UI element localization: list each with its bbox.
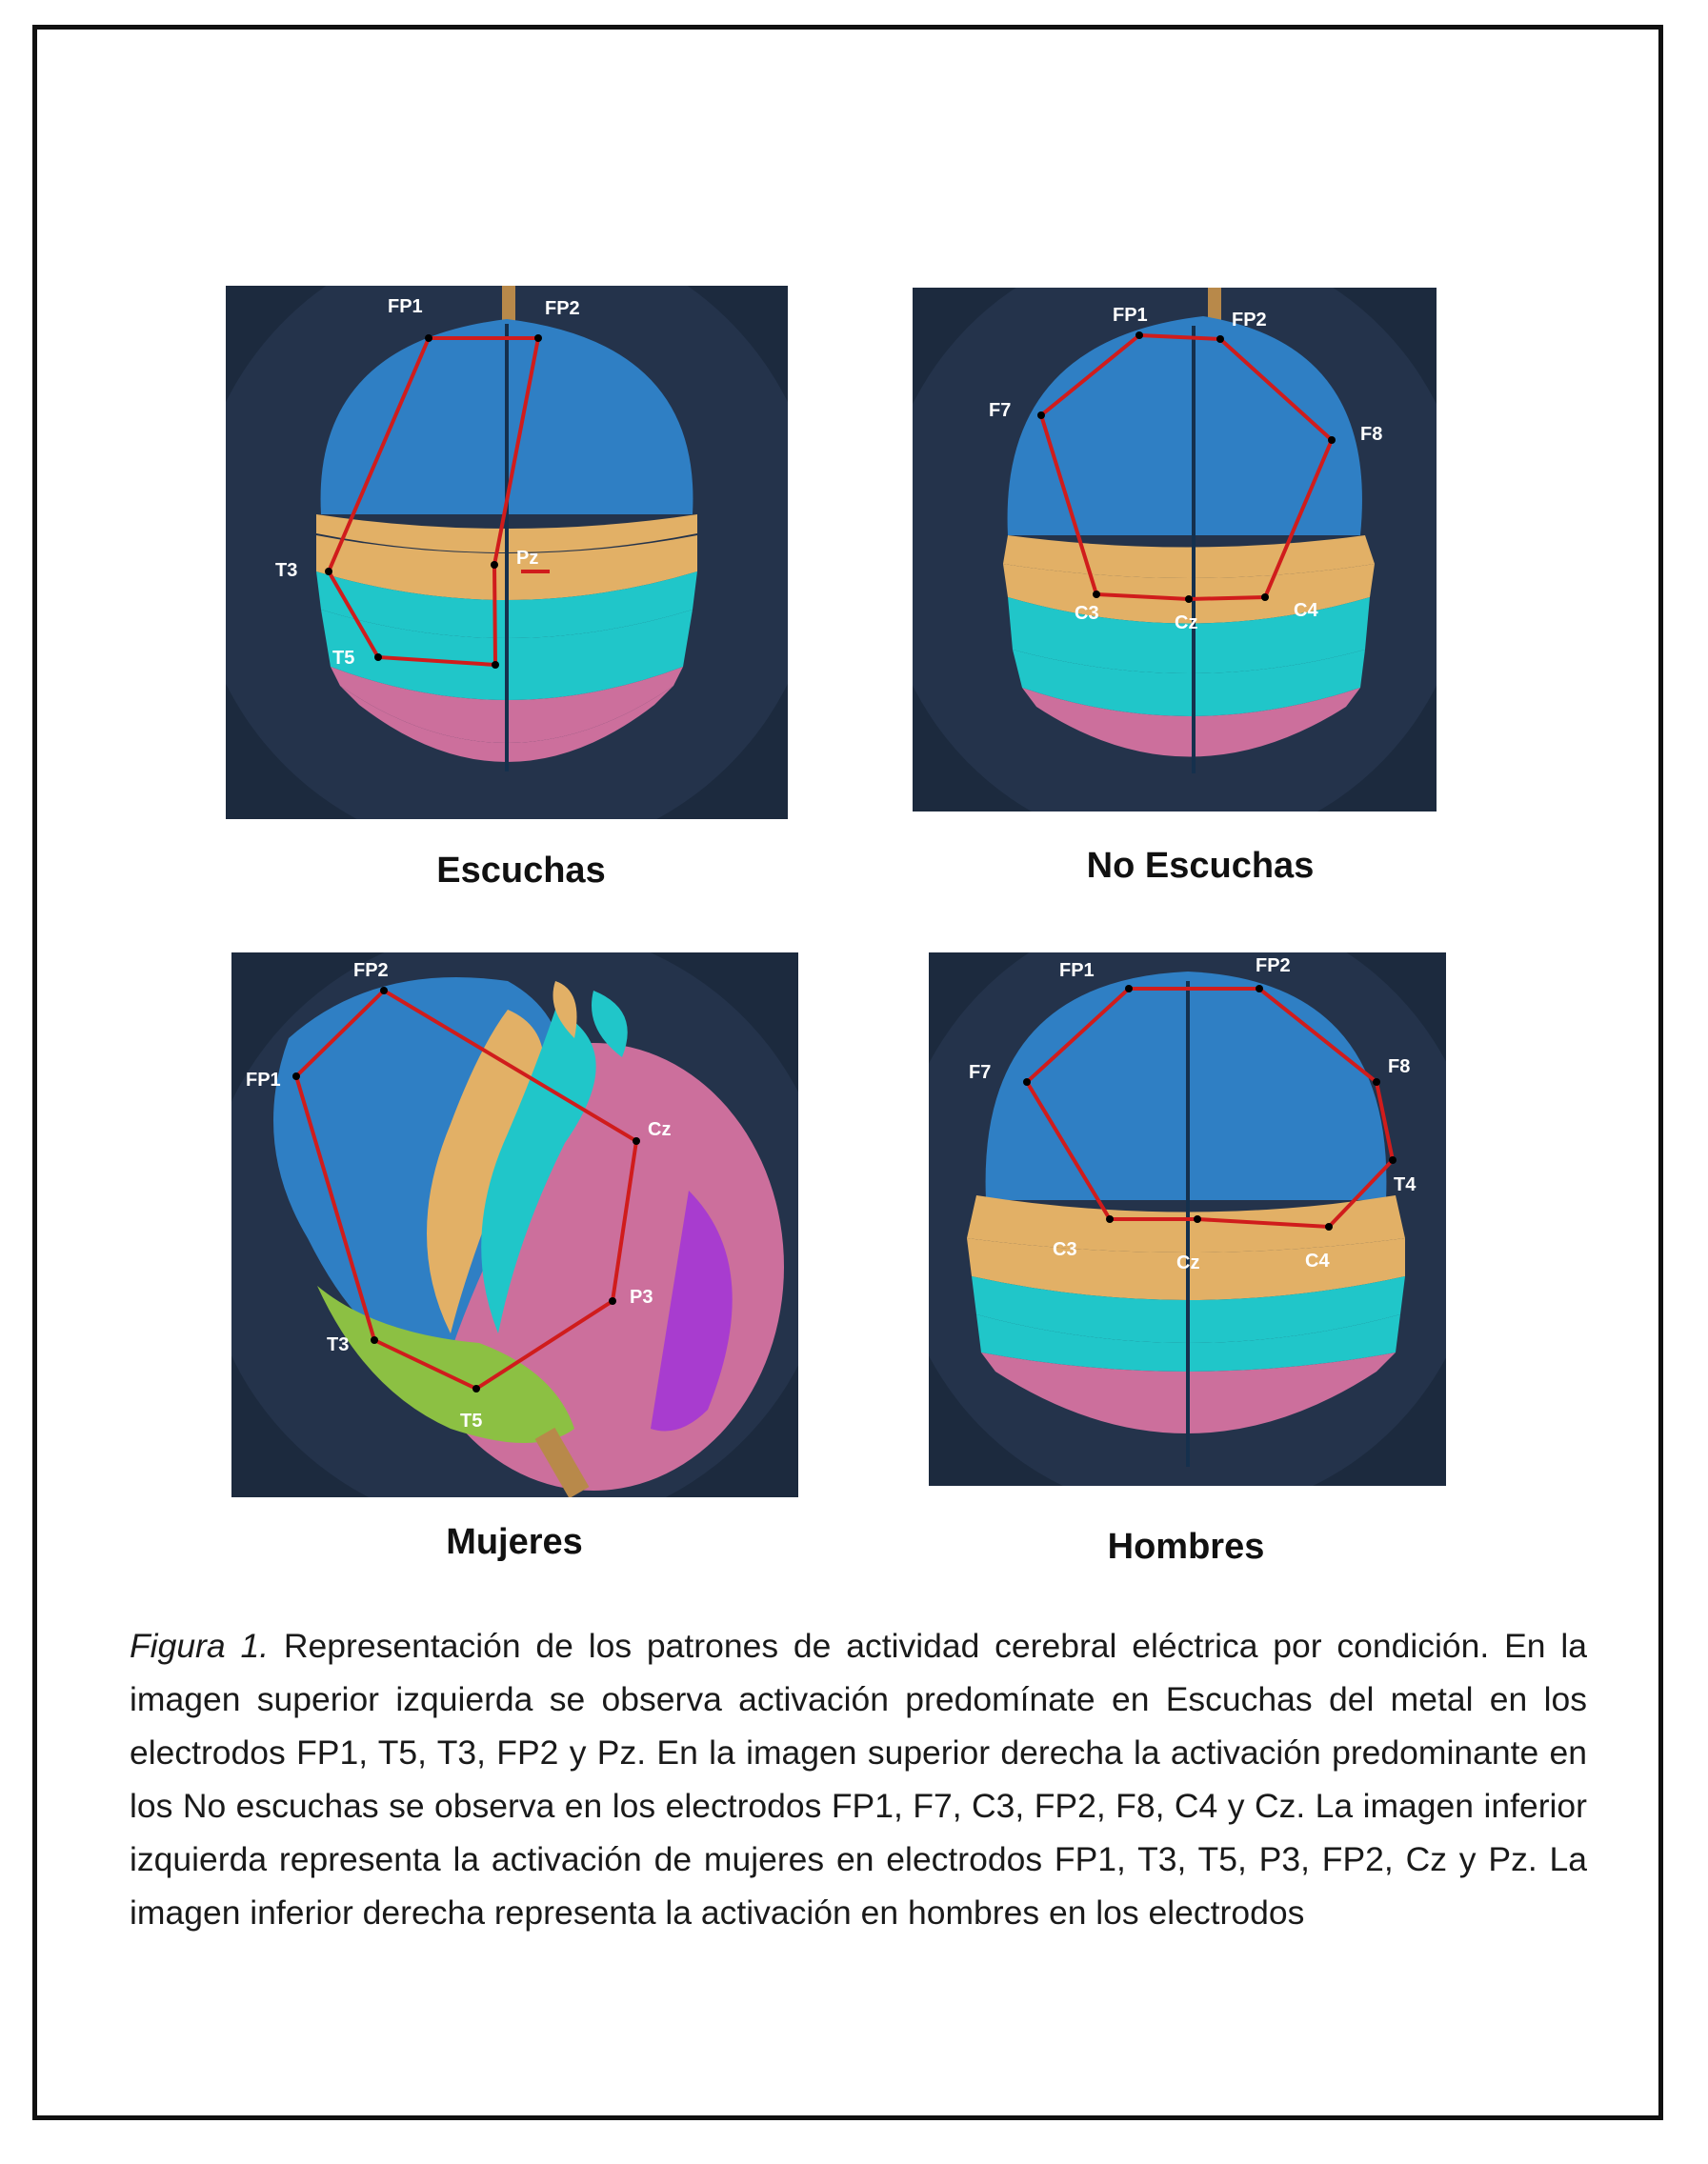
electrode-label: Cz: [648, 1119, 672, 1140]
electrode-label: FP2: [1232, 310, 1267, 331]
brain-image-mujeres: [231, 952, 798, 1497]
brain-top-view-hombres: [929, 952, 1446, 1486]
electrode-label: FP1: [1059, 960, 1095, 981]
electrode-label: T5: [460, 1411, 483, 1432]
electrode-label: F7: [989, 400, 1012, 421]
electrode-label: FP2: [1256, 955, 1291, 976]
electrode-label: P3: [630, 1287, 653, 1308]
panel-label-mujeres: Mujeres: [446, 1522, 583, 1562]
electrode-label: C3: [1053, 1239, 1077, 1260]
brain-image-hombres: [929, 952, 1446, 1486]
brain-lobes: [316, 319, 697, 771]
electrode-label: FP2: [545, 298, 580, 319]
brain-top-view-no-escuchas: [913, 288, 1437, 812]
brain-image-no-escuchas: [913, 288, 1437, 812]
brain-side-view-mujeres: [231, 952, 798, 1497]
electrode-label: T3: [275, 560, 298, 581]
electrode-label: F7: [969, 1062, 992, 1083]
electrode-label: Cz: [1176, 1252, 1200, 1273]
electrode-label: FP1: [388, 296, 423, 317]
electrode-label: C4: [1294, 600, 1318, 621]
panel-label-hombres: Hombres: [1107, 1527, 1265, 1567]
electrode-label: FP2: [353, 960, 389, 981]
electrode-label: FP1: [246, 1070, 281, 1091]
electrode-label: FP1: [1113, 305, 1148, 326]
caption-figure-number: Figura 1.: [130, 1627, 270, 1665]
electrode-label: T5: [332, 648, 355, 669]
electrode-label: C3: [1075, 603, 1099, 624]
panel-label-escuchas: Escuchas: [436, 851, 606, 891]
electrode-label: F8: [1388, 1056, 1411, 1077]
electrode-label: T4: [1394, 1174, 1417, 1195]
brain-image-escuchas: [226, 286, 788, 819]
electrode-label: Pz: [516, 548, 539, 569]
panel-label-no-escuchas: No Escuchas: [1086, 846, 1315, 886]
brain-top-view-escuchas: [226, 286, 788, 819]
electrode-label: F8: [1360, 424, 1383, 445]
electrode-label: Cz: [1175, 612, 1198, 633]
caption-text: Representación de los patrones de actividad cerebral eléctrica por condición. En la imagen superior izquierda se observa activación predomínate en Escuchas del metal en los electrodos FP1, T5, T3, FP2 y Pz. En la imagen superior derecha la activación predominante en los No escuchas se observa en los electrodos FP1, F7, C3, FP2, F8, C4 y Cz. La imagen inferior izquierda representa la activación de mujeres en electrodos FP1, T3, T5, P3, FP2, Cz y Pz. La imagen inferior derecha representa la activación en hombres en los electrodos: [130, 1627, 1588, 1932]
electrode-label: C4: [1305, 1251, 1330, 1272]
figure-caption: [130, 1619, 1587, 1939]
electrode-label: T3: [327, 1334, 350, 1355]
